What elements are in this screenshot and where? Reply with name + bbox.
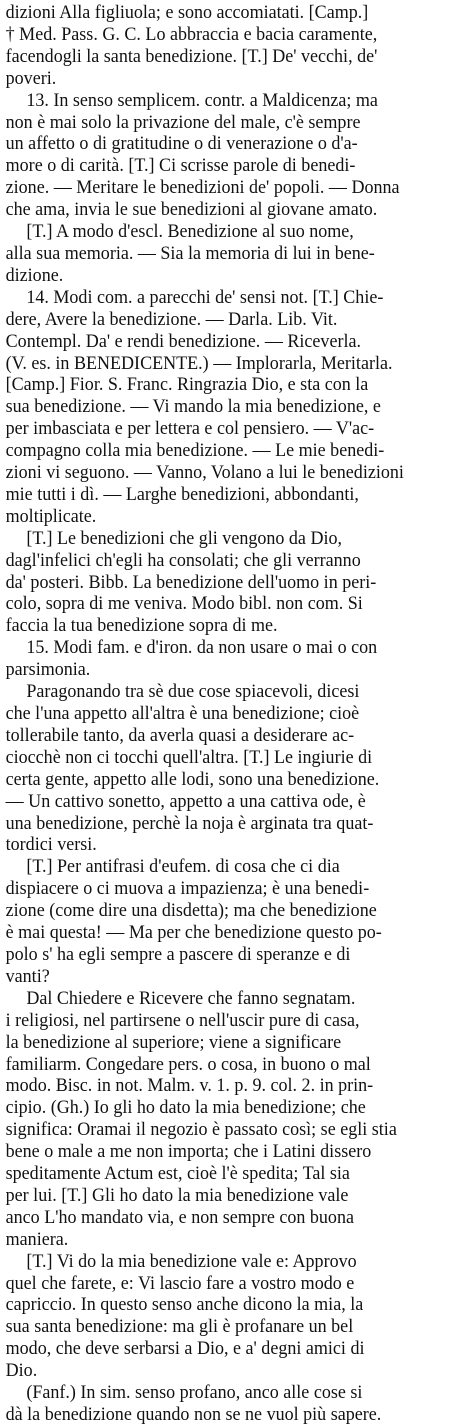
- text-line: maniera.: [5, 1228, 69, 1250]
- text-line: Dal Chiedere e Ricevere che fanno segnatam.: [26, 987, 356, 1009]
- text-line: polo s' ha egli sempre a pascere di speranze e di: [5, 943, 351, 965]
- text-line: parsimonia.: [5, 659, 91, 681]
- text-line: da' posteri. Bibb. La benedizione dell'uomo in peri-: [5, 571, 377, 593]
- text-line: [T.] A modo d'escl. Benedizione al suo nome,: [26, 221, 354, 243]
- text-line: alla sua memoria. — Sia la memoria di lui in bene-: [5, 242, 375, 264]
- text-line: Paragonando tra sè due cose spiacevoli, dicesi: [26, 681, 360, 703]
- text-line: i religiosi, nel partirsene o nell'uscir pure di casa,: [5, 1009, 360, 1031]
- text-line: dagl'infelici ch'egli ha consolati; che gli verranno: [5, 549, 361, 571]
- text-line: che l'una appetto all'altra è una benedizione; cioè: [5, 703, 360, 724]
- text-line: [Camp.] Fior. S. Franc. Ringrazia Dio, e sta con la: [5, 374, 369, 396]
- text-line: — Un cattivo sonetto, appetto a una cattiva ode, è: [5, 790, 366, 812]
- text-line: bene o male a me non importa; che i Latini dissero: [5, 1141, 372, 1163]
- text-line: [T.] Vi do la mia benedizione vale e: Approvo: [26, 1250, 357, 1272]
- text-line: more o di carità. [T.] Ci scrisse parole di benedi-: [5, 155, 356, 177]
- text-line: dizioni Alla figliuola; e sono accomiatati. [Camp.]: [5, 2, 369, 23]
- text-line: che ama, invia le sue benedizioni al giovane amato.: [5, 199, 378, 221]
- text-line: poveri.: [5, 67, 57, 89]
- text-line: dà la benedizione quando non se ne vuol più sapere.: [5, 1404, 382, 1425]
- text-line: † Med. Pass. G. C. Lo abbraccia e bacia caramente,: [5, 23, 378, 45]
- text-line: speditamente Actum est, cioè l'è spedita; Tal sia: [5, 1163, 350, 1185]
- text-line: familiarm. Congedare pers. o cosa, in buono o mal: [5, 1053, 371, 1075]
- text-line: (V. es. in BENEDICENTE.) — Implorarla, Meritarla.: [5, 352, 393, 374]
- text-line: una benedizione, perchè la noja è arginata tra quat-: [5, 812, 374, 834]
- text-line: è mai questa! — Ma per che benedizione questo po-: [5, 922, 382, 944]
- text-line: facendogli la santa benedizione. [T.] De' vecchi, de': [5, 45, 378, 67]
- text-line: modo, che deve serbarsi a Dio, e a' degni amici di: [5, 1338, 365, 1360]
- text-line: la benedizione al superiore; viene a significare: [5, 1031, 342, 1053]
- text-line: sua santa benedizione: ma gli è profanare un bel: [5, 1316, 354, 1338]
- text-line: significa: Oramai il negozio è passato così; se egli stia: [5, 1119, 397, 1141]
- text-line: [T.] Per antifrasi d'eufem. di cosa che ci dia: [26, 856, 340, 878]
- text-line: faccia la tua benedizione sopra di me.: [5, 615, 278, 637]
- text-line: colo, sopra di me veniva. Modo bibl. non com. Si: [5, 593, 363, 615]
- text-line: capriccio. In questo senso anche dicono la mia, la: [5, 1294, 364, 1316]
- text-line: compagno colla mia benedizione. — Le mie benedi-: [5, 440, 385, 462]
- text-line: quel che farete, e: Vi lascio fare a vostro modo e: [5, 1272, 355, 1294]
- section-13-heading: 13. In senso semplicem. contr. a Maldicenza; ma: [26, 89, 378, 111]
- text-line: cipio. (Gh.) Io gli ho dato la mia benedizione; che: [5, 1097, 366, 1119]
- text-line: tollerabile tanto, da averla quasi a desiderare ac-: [5, 724, 355, 746]
- text-line: per lui. [T.] Gli ho dato la mia benedizione vale: [5, 1184, 349, 1206]
- section-14-heading: 14. Modi com. a parecchi de' sensi not. [T.] Chie-: [26, 286, 384, 308]
- section-15-heading: 15. Modi fam. e d'iron. da non usare o mai o con: [26, 637, 378, 659]
- text-line: Dio.: [5, 1360, 38, 1382]
- text-line: ciocchè non ci tocchi quell'altra. [T.] Le ingiurie di: [5, 746, 373, 768]
- text-line: vanti?: [5, 965, 50, 987]
- text-line: sua benedizione. — Vi mando la mia benedizione, e: [5, 396, 381, 418]
- text-line: tordici versi.: [5, 834, 97, 856]
- text-line: zioni vi seguono. — Vanno, Volano a lui le benedizioni: [5, 462, 404, 484]
- text-line: non è mai solo la privazione del male, c'è sempre: [5, 111, 361, 133]
- text-line: zione. — Meritare le benedizioni de' popoli. — Donna: [5, 177, 400, 199]
- text-line: anco L'ho mandato via, e non sempre con buona: [5, 1206, 354, 1228]
- text-line: [T.] Le benedizioni che gli vengono da Dio,: [26, 527, 343, 549]
- text-line: certa gente, appetto alle lodi, sono una benedizione.: [5, 768, 380, 790]
- text-line: dizione.: [5, 264, 64, 286]
- text-line: dispiacere o ci muova a impazienza; è una benedi-: [5, 878, 370, 900]
- text-line: un affetto o di gratitudine o di venerazione o d'a-: [5, 133, 358, 155]
- text-line: (Fanf.) In sim. senso profano, anco alle cose si: [26, 1382, 363, 1404]
- text-line: Contempl. Da' e rendi benedizione. — Riceverla.: [5, 330, 361, 352]
- text-line: per imbasciata e per lettera e col pensiero. — V'ac-: [5, 418, 375, 440]
- text-line: modo. Bisc. in not. Malm. v. 1. p. 9. col. 2. in prin-: [5, 1075, 374, 1097]
- text-line: mie tutti i dì. — Larghe benedizioni, abbondanti,: [5, 483, 359, 505]
- text-line: zione (come dire una disdetta); ma che benedizione: [5, 900, 377, 922]
- text-line: moltiplicate.: [5, 505, 97, 527]
- text-line: dere, Avere la benedizione. — Darla. Lib. Vit.: [5, 308, 338, 330]
